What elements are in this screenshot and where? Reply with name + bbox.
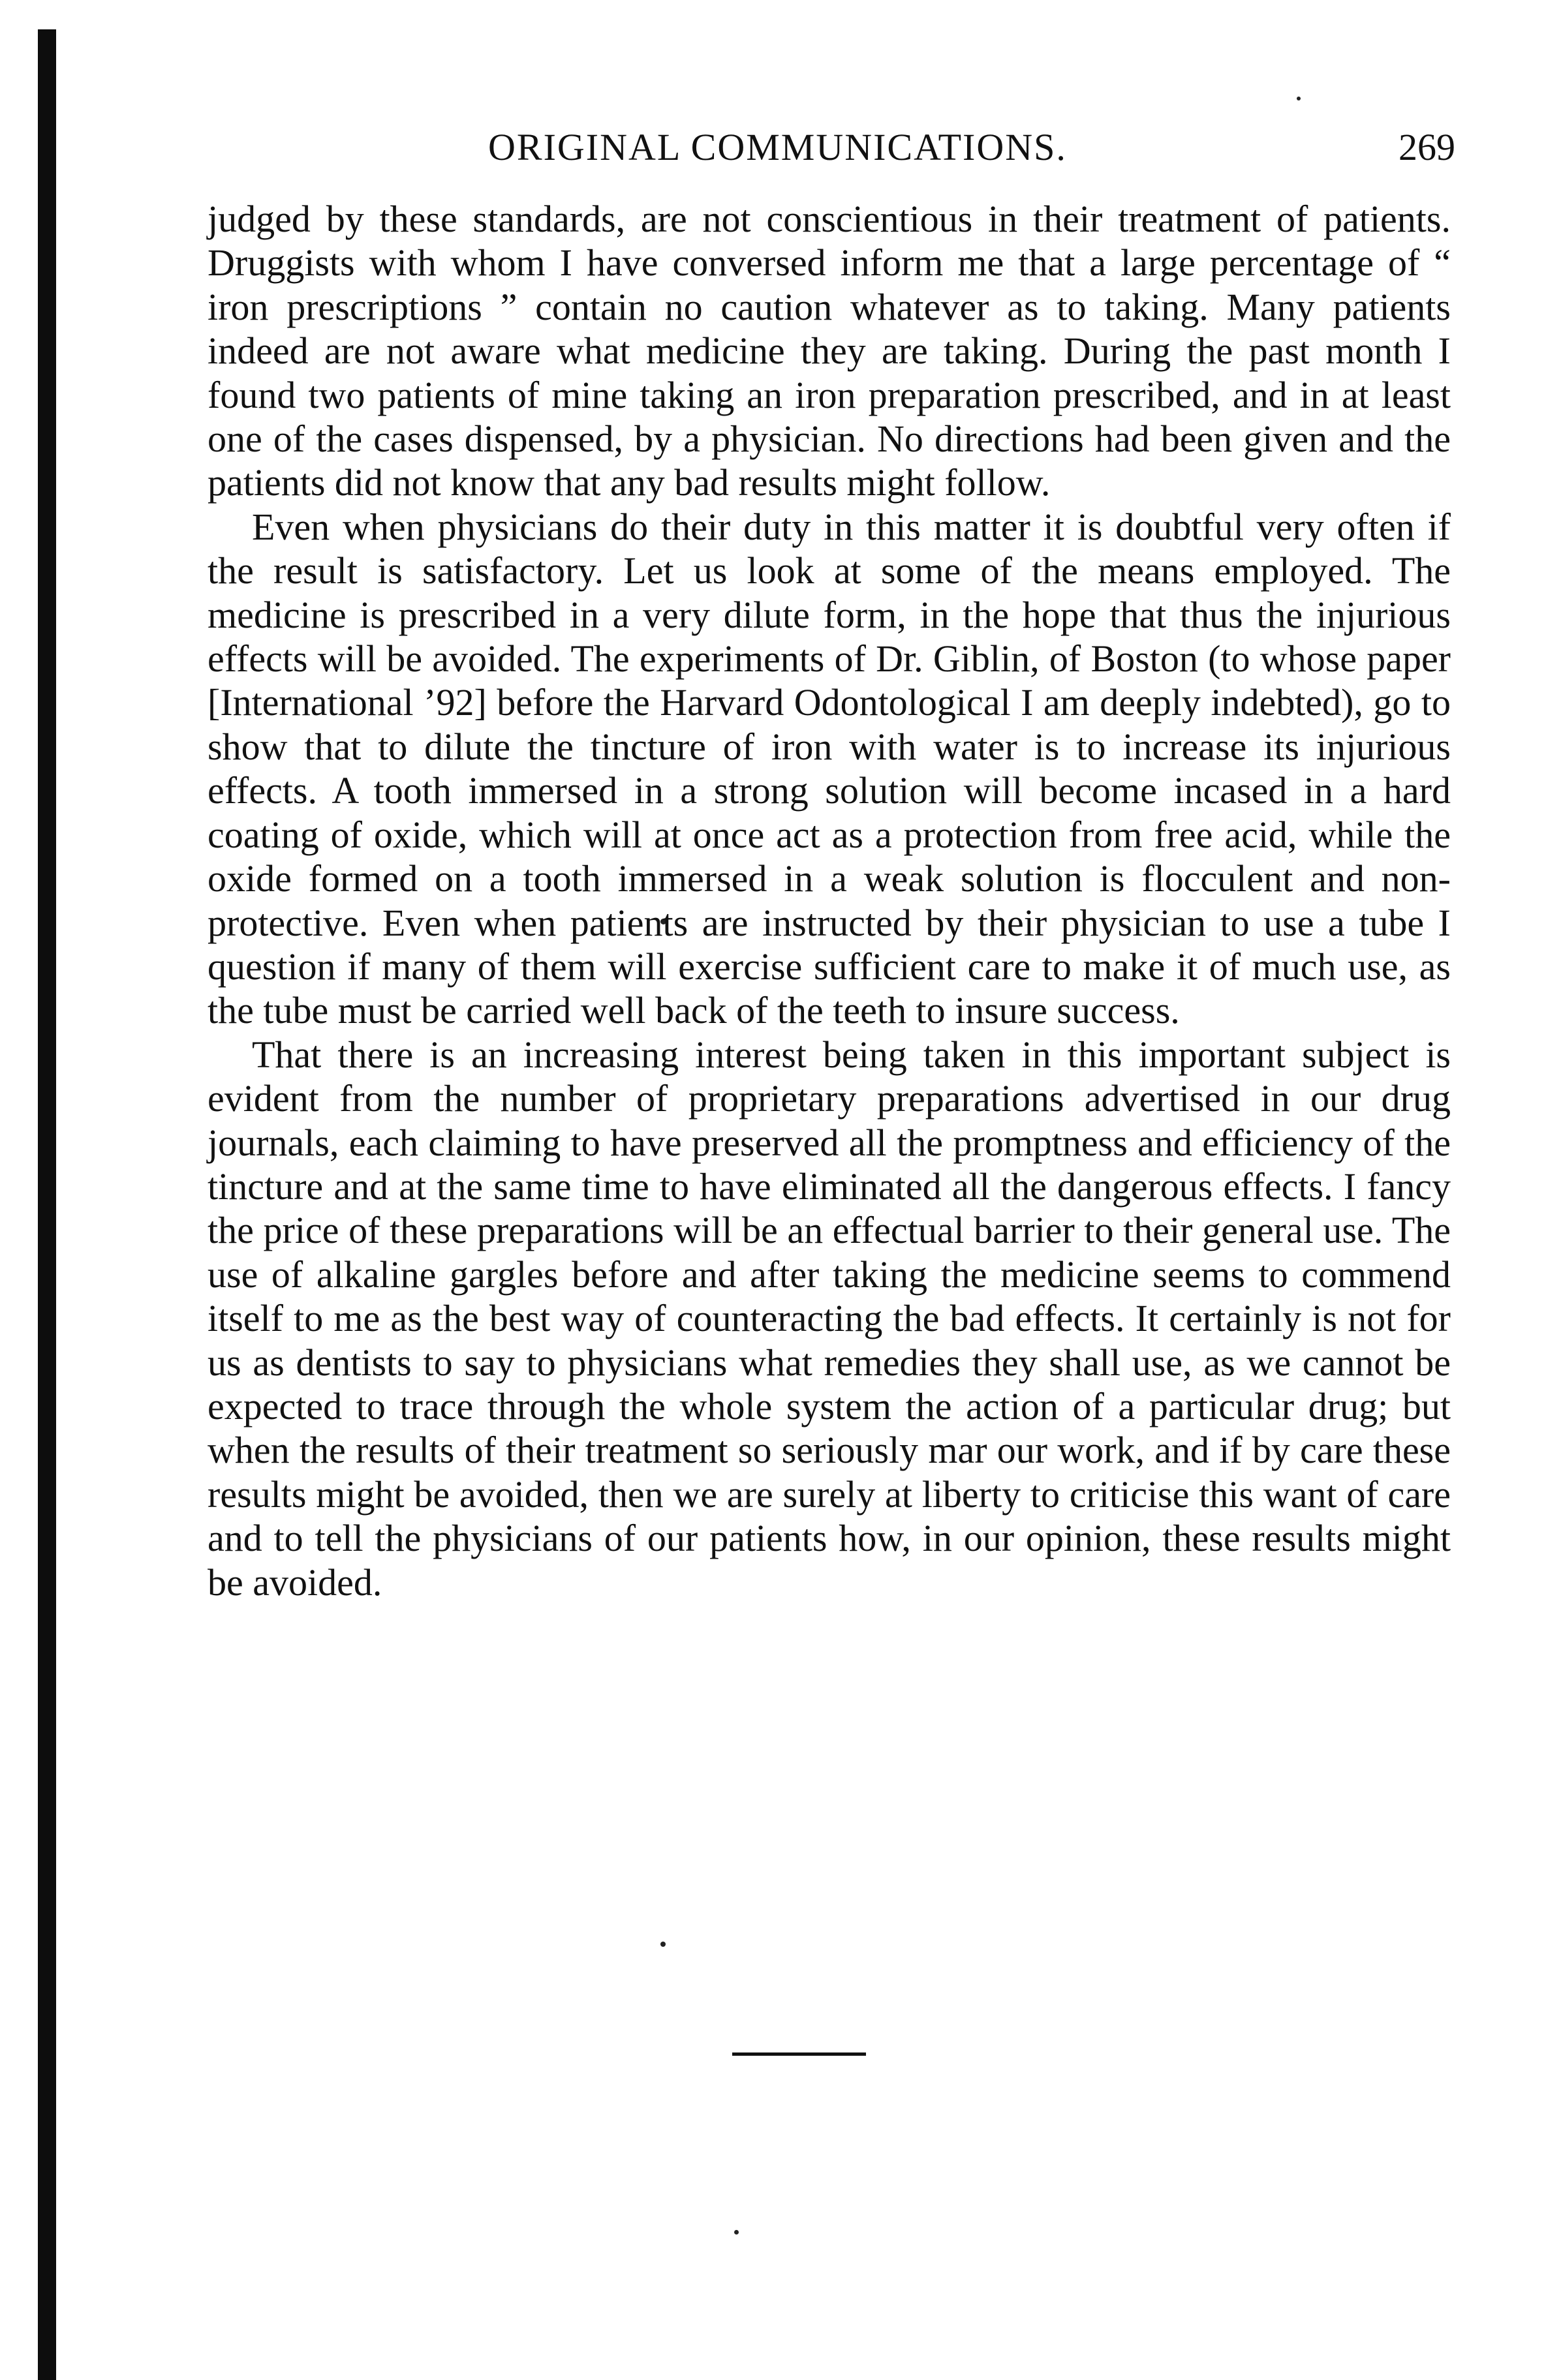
- scan-border: [38, 29, 56, 2380]
- scan-speck: [660, 1942, 666, 1947]
- section-divider: [732, 2052, 866, 2056]
- running-header: [208, 121, 1455, 174]
- running-title: ORIGINAL COMMUNICATIONS.: [488, 126, 1067, 168]
- page-number: 269: [1399, 126, 1455, 168]
- scan-speck: [734, 2230, 739, 2235]
- article-body: [208, 197, 1451, 1604]
- paragraph: That there is an increasing interest being taken in this important subject is evident from the number of proprietary preparations advertised in our drug journals, each claiming to have preserved all the promptness and efficiency of the tincture and at the same time to have eliminated all the dangerous effects. I fancy the price of these preparations will be an effectual barrier to their general use. The use of alkaline gargles before and after taking the medicine seems to commend itself to me as the best way of counteracting the bad effects. It certainly is not for us as dentists to say to physicians what remedies they shall use, as we cannot be expected to trace through the whole system the action of a particular drug; but when the results of their treatment so seriously mar our work, and if by care these results might be avoided, then we are surely at liberty to criticise this want of care and to tell the physicians of our patients how, in our opinion, these results might be avoided.: [208, 1033, 1451, 1604]
- scan-speck: [1297, 97, 1301, 100]
- paragraph: judged by these standards, are not conscientious in their treatment of patients. Druggists with whom I have conversed inform me that a large percentage of “ iron prescriptions ” contain no caution whatever as to taking. Many patients indeed are not aware what medicine they are taking. During the past month I found two patients of mine taking an iron preparation prescribed, and in at least one of the cases dispensed, by a physician. No directions had been given and the patients did not know that any bad results might follow.: [208, 198, 1451, 504]
- paragraph: Even when physicians do their duty in this matter it is doubtful very often if the result is satisfactory. Let us look at some of the means employed. The medicine is prescribed in a very dilute form, in the hope that thus the injurious effects will be avoided. The experiments of Dr. Giblin, of Boston (to whose paper [International ’92] before the Harvard Odontological I am deeply indebted), go to show that to dilute the tincture of iron with water is to increase its injurious effects. A tooth immersed in a strong solution will become incased in a hard coating of oxide, which will at once act as a protection from free acid, while the oxide formed on a tooth immersed in a weak solution is flocculent and non-protective. Even when patients are instructed by their physician to use a tube I question if many of them will exercise sufficient care to make it of much use, as the tube must be carried well back of the teeth to insure success.: [208, 505, 1451, 1032]
